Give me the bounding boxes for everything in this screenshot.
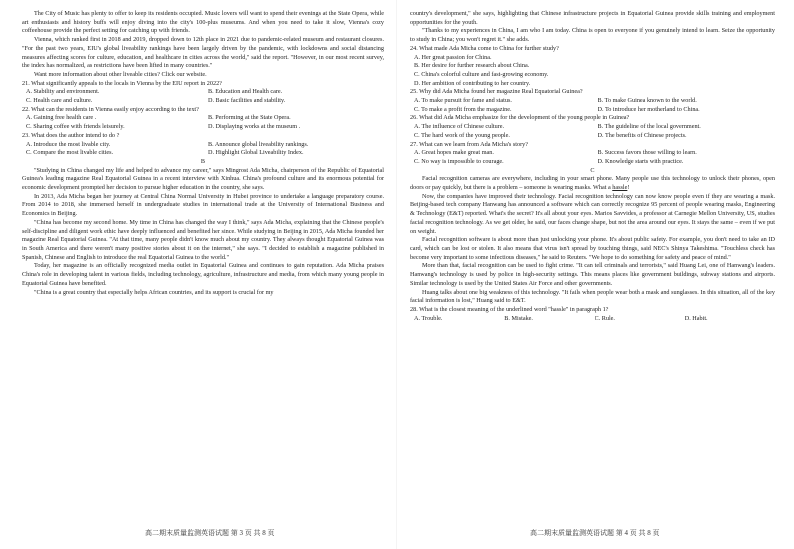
- passage-c-paragraph-3: Facial recognition software is about more than just unlocking your phone. It's about public safety. For example, you don't need to take an ID card, which can be lost or stolen. It also means that virus isn't spread by touching things, said NEC's Shinya Takeshima. "Touchless check has become very important to some infectious diseases," he said to Reuters. "We hope to do something for safety and peace of mind.": [410, 236, 775, 261]
- passage-b-paragraph-1: "Studying in China changed my life and helped to advance my career," says Mingrost Ada Micha, chairperson of the Republic of Equatorial Guinea's leading magazine Real Equatorial Guinea in a recent interview with Xinhua. China's profound culture and its enormous potential for economic development prompted her decision to pursue higher education in the country, she says.: [22, 166, 384, 192]
- question-23-option-b: B. Announce global liveability rankings.: [208, 140, 309, 148]
- question-22-option-a: A. Gaining free health care .: [26, 114, 97, 122]
- underlined-word-hassle: hassle: [612, 184, 628, 192]
- question-23-option-a: A. Introduce the most livable city.: [26, 140, 111, 148]
- passage-a-paragraph-1: The City of Music has plenty to offer to keep its residents occupied. Music lovers will want to spend their evenings at the State Opera, while art enthusiasts and history buffs will enjoy diving into the city's 100-plus museums. And when you need to take it slow, Vienna's cozy coffeehouse provide the perfect setting for catching up with friends.: [22, 10, 384, 35]
- question-23: [22, 132, 384, 158]
- left-page: [22, 10, 384, 515]
- passage-b-paragraph-5: "China is a great country that especially helps African countries, and its support is crucial for my: [34, 288, 274, 296]
- passage-c-paragraph-2: Now, the companies have improved their technology. Facial recognition technology can now know people even if they are wearing a mask. Beijing-based tech company Hanwang has announced a software which can correctly recognize 95 percent of people wearing masks, Engineering & Technology (E&T) reported. What's the secret? It's all about your eyes. Marios Savvides, a professor at Carnegie Mellon University, US, studies facial recognition technology. As we get older, he said, our faces change shape, but not the area around our eyes. It stays the same – even if we put on weight.: [410, 192, 775, 235]
- question-21-option-a: A. Stability and environment.: [26, 88, 100, 96]
- passage-b-paragraph-4: Today, her magazine is an officially recognized media outlet in Equatorial Guinea and continues to gain reputation. Ada Micha praises China's role in developing talent in various fields, including technology, agriculture, infrastructure and media, from which many young people in Equatorial Guinea have benefited.: [22, 262, 384, 287]
- question-24-option-c: C. China's colorful culture and fast-growing economy.: [414, 70, 549, 78]
- passage-a-paragraph-3: Want more information about other liveable cities? Click our website.: [34, 70, 207, 78]
- question-27-option-c: C. No way is impossible to courage.: [414, 157, 504, 165]
- question-24-option-a: A. Her great passion for China.: [414, 53, 492, 61]
- question-26: [410, 114, 775, 140]
- question-26-option-d: D. The benefits of Chinese projects.: [597, 131, 687, 139]
- passage-a-paragraph-2: Vienna, which ranked first in 2018 and 2019, dropped down to 12th place in 2021 due to pandemic-related museum and restaurant closures. "For the past two years, EIU's global liveability rankings have been largely driven by the pandemic, with lockdowns and social distancing measures affecting scores for culture, education, and healthcare in cities across the world," said the report. "However, in our most recent survey, the index has normalized, as restrictions have been lifted in many countries.": [22, 36, 384, 70]
- question-25-option-c: C. To make a profit from the magazine.: [414, 105, 512, 113]
- question-24: [410, 45, 775, 89]
- passage-b-paragraph-5-continued: country's development," she says, highlighting that Chinese infrastructure projects in Equatorial Guinea provide skills training and employment opportunities for the youth.: [410, 10, 775, 26]
- passage-b-paragraph-3: "China has become my second home. My time in China has changed the way I think," says Ada Micha, explaining that the Chinese people's self-discipline and diligent work ethic have deeply influenced and benefited her since. While studying in Beijing in 2015, Ada Micha founded her magazine Real Equatorial Guinea. "At that time, many people didn't know much about my country. They always thought Equatorial Guinea was in South America and there weren't many positive stories about it on the internet," she says. "I decided to establish a magazine published in Spanish, Chinese and English to introduce the real Equatorial Guinea to the world.": [22, 218, 384, 261]
- question-25: [410, 88, 775, 114]
- passage-c-paragraph-1-text: Facial recognition cameras are everywhere, including in your smart phone. Many people use this technology to unlock their phones, open doors or pay quickly, but there is a problem – someone is wearing masks. What a: [410, 175, 775, 192]
- question-23-option-c: C. Compare the most livable cities.: [26, 149, 114, 157]
- passage-b-paragraph-2: In 2013, Ada Micha began her journey at Central China Normal University in Hubei province to undertake a language preparatory course. From 2014 to 2018, she immersed herself in undergraduate studies in international trade at the University of International Business and Economics in Beijing.: [22, 192, 384, 218]
- passage-c-paragraph-1-end: !: [627, 184, 630, 192]
- question-28-option-b: B. Mistake.: [504, 314, 533, 322]
- question-27-option-d: D. Knowledge starts with practice.: [597, 157, 684, 165]
- question-21-option-d: D. Basic facilities and stability.: [208, 97, 286, 105]
- left-page-footer: 高二期末质量监测英语试题 第 3 页 共 8 页: [145, 529, 275, 537]
- question-26-option-b: B. The guideline of the local government.: [597, 123, 701, 131]
- passage-c-paragraph-5: Huang talks about one big weakness of this technology. "It fails when people wear both a mask and sunglasses. In this situation, all of the key facial information is lost," Huang said to E&T.: [410, 288, 775, 305]
- question-23-stem: 23. What does the author intend to do ?: [22, 131, 120, 139]
- question-22: [22, 106, 384, 132]
- question-28: [410, 306, 775, 323]
- question-21-stem: 21. What significantly appeals to the locals in Vienna by the EIU report in 2022?: [22, 79, 222, 87]
- question-28-option-c: C. Rule.: [594, 314, 615, 322]
- question-28-stem: 28. What is the closest meaning of the underlined word "hassle" in paragraph 1?: [410, 305, 609, 313]
- section-c-heading: C: [590, 166, 595, 174]
- passage-c-paragraph-1: [410, 175, 775, 192]
- question-25-option-b: B. To make Guinea known to the world.: [597, 97, 697, 105]
- question-21-option-b: B. Education and Health care.: [208, 88, 283, 96]
- question-26-option-a: A. The influence of Chinese culture.: [414, 123, 505, 131]
- question-27-option-a: A. Great hopes make great man.: [414, 149, 494, 157]
- question-22-option-d: D. Displaying works at the museum .: [208, 123, 301, 131]
- section-b-heading: B: [200, 157, 206, 165]
- passage-c-paragraph-4: More than that, facial recognition can be used to fight crime. "It can tell criminals and terrorists," said Huang Lei, one of Hanwang's leaders. Hanwang's technology is used by police in high-security settings. This means places like government buildings, subway stations and airports. Similar technology is used by the United States Air Force and other governments.: [410, 262, 775, 287]
- question-24-option-d: D. Her ambition of contributing to her country.: [414, 79, 531, 87]
- question-26-stem: 26. What did Ada Micha emphasize for the development of the young people in Guinea?: [410, 114, 630, 122]
- question-21-option-c: C. Health care and culture.: [26, 97, 93, 105]
- right-page: [410, 10, 775, 515]
- question-26-option-c: C. The hard work of the young people.: [414, 131, 510, 139]
- question-28-option-d: D. Habit.: [684, 314, 708, 322]
- question-22-stem: 22. What can the residents in Vienna easily enjoy according to the text?: [22, 105, 199, 113]
- question-27-option-b: B. Success favors those willing to learn.: [597, 149, 697, 157]
- question-24-option-b: B. Her desire for further research about China.: [414, 62, 530, 70]
- question-25-option-d: D. To introduce her motherland to China.: [597, 105, 700, 113]
- question-22-option-c: C. Sharing coffee with friends leisurely.: [26, 123, 125, 131]
- question-23-option-d: D. Highlight Global Liveability Index.: [208, 149, 304, 157]
- passage-b-paragraph-6: "Thanks to my experiences in China, I am who I am today. China is open to everyone if you genuinely intend to learn. Seize the opportunity to study in China; you won't regret it." she adds.: [410, 27, 775, 44]
- question-28-option-a: A. Trouble.: [414, 314, 443, 322]
- question-27: [410, 141, 775, 167]
- question-24-stem: 24. What made Ada Micha come to China for further study?: [410, 44, 559, 52]
- page-gutter: [396, 0, 397, 549]
- question-25-option-a: A. To make pursuit for fame and status.: [414, 97, 512, 105]
- right-page-footer: 高二期末质量监测英语试题 第 4 页 共 8 页: [530, 529, 660, 537]
- question-21: [22, 80, 384, 106]
- question-25-stem: 25. Why did Ada Micha found her magazine Real Equatorial Guinea?: [410, 88, 583, 96]
- question-27-stem: 27. What can we learn from Ada Micha's story?: [410, 140, 529, 148]
- question-22-option-b: B. Performing at the State Opera.: [208, 114, 291, 122]
